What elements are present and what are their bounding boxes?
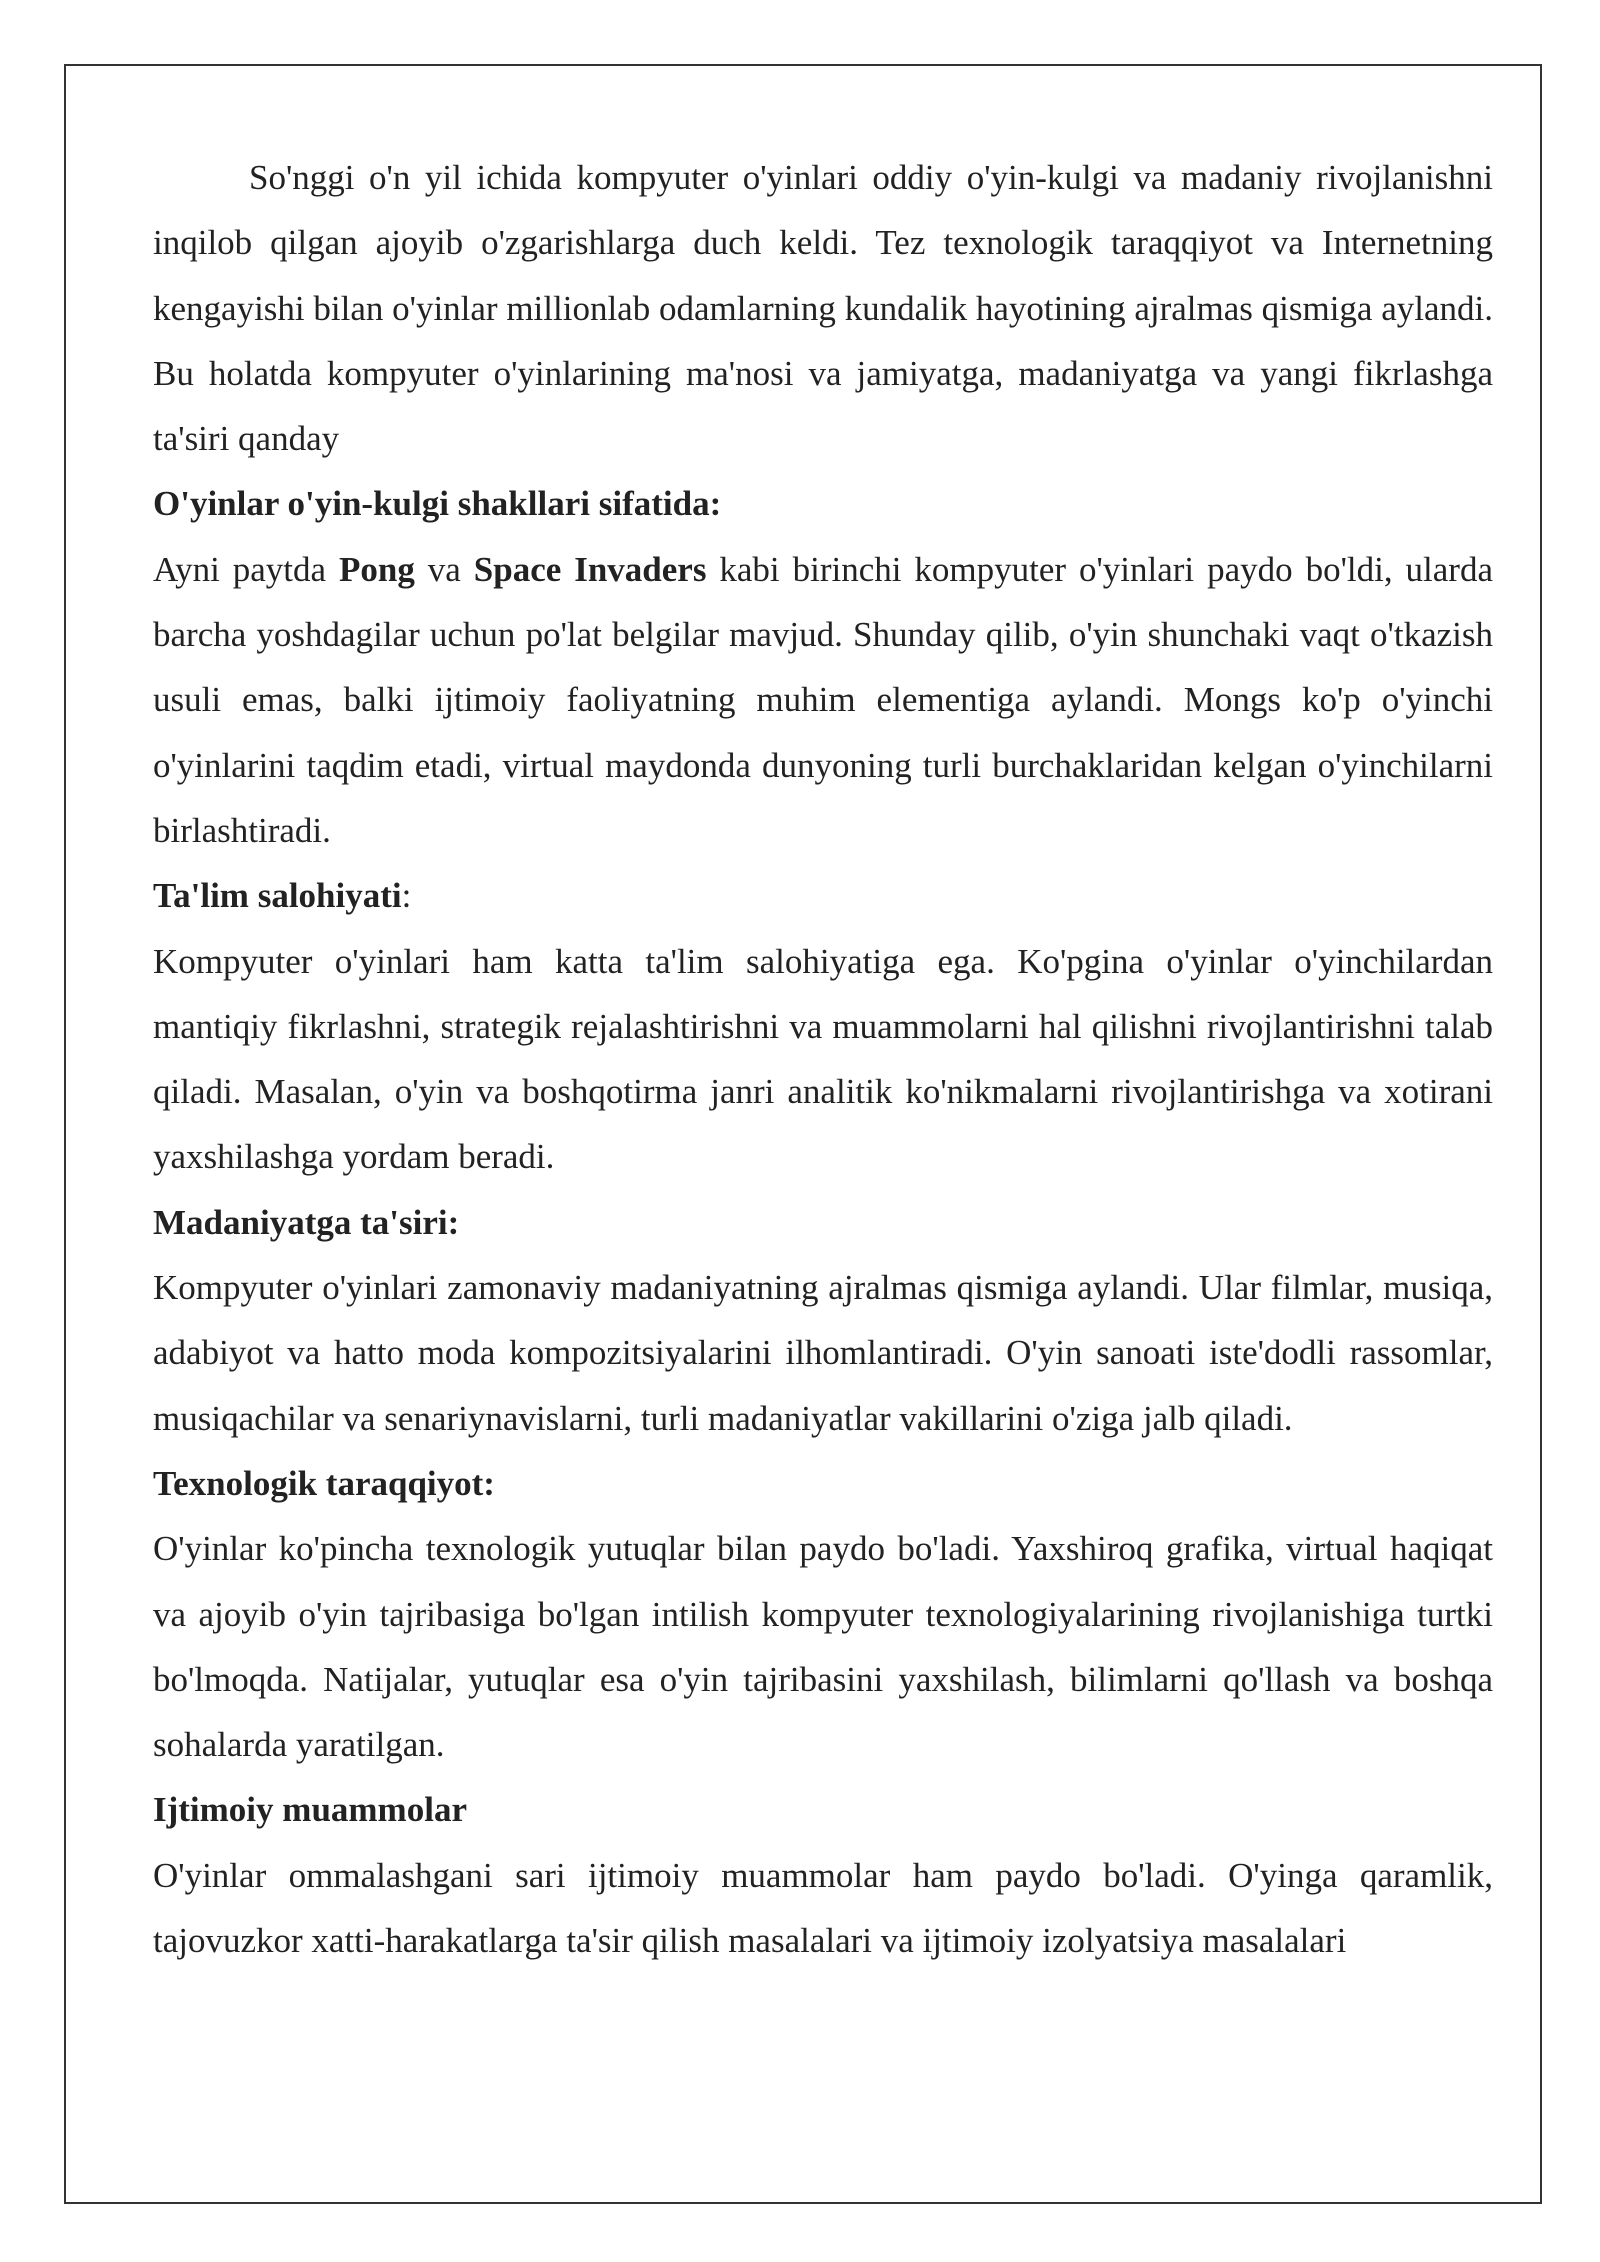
tech-heading: Texnologik taraqqiyot: — [153, 1463, 495, 1503]
education-paragraph: Kompyuter o'yinlari ham katta ta'lim salohiyatiga ega. Ko'pgina o'yinlar o'yinchilardan mantiqiy fikrlashni, strategik rejalashtirishni va muammolarni hal qilishni rivojlantirishni talab qiladi. Masalan, o'yin va boshqotirma janri analitik ko'nikmalarni rivojlantirishga va xotirani yaxshilashga yordam beradi. — [153, 941, 1493, 1177]
entertainment-text-rest: kabi birinchi kompyuter o'yinlari paydo bo'ldi, ularda barcha yoshdagilar uchun po'lat belgilar mavjud. Shunday qilib, o'yin shunchaki vaqt o'tkazish usuli emas, balki ijtimoiy faoliyatning muhim elementiga aylandi. Mongs ko'p o'yinchi o'yinlarini taqdim etadi, virtual maydonda dunyoning turli burchaklaridan kelgan o'yinchilarni birlashtiradi. — [153, 549, 1493, 850]
entertainment-text-start: Ayni paytda — [153, 549, 339, 589]
space-invaders-term: Space Invaders — [473, 549, 707, 589]
document-body — [153, 145, 1493, 1973]
social-paragraph: O'yinlar ommalashgani sari ijtimoiy muammolar ham paydo bo'ladi. O'yinga qaramlik, tajovuzkor xatti-harakatlarga ta'sir qilish masalalari va ijtimoiy izolyatsiya masalalari — [153, 1855, 1493, 1961]
education-heading-text: Ta'lim salohiyati — [153, 876, 402, 916]
culture-heading: Madaniyatga ta'siri: — [153, 1202, 460, 1242]
culture-paragraph: Kompyuter o'yinlari zamonaviy madaniyatning ajralmas qismiga aylandi. Ular filmlar, musiqa, adabiyot va hatto moda kompozitsiyalarini ilhomlantiradi. O'yin sanoati iste'dodli rassomlar, musiqachilar va senariynavislarni, turli madaniyatlar vakillarini o'ziga jalb qiladi. — [153, 1268, 1493, 1438]
pong-term: Pong — [338, 549, 415, 589]
tech-paragraph: O'yinlar ko'pincha texnologik yutuqlar bilan paydo bo'ladi. Yaxshiroq grafika, virtual haqiqat va ajoyib o'yin tajribasiga bo'lgan intilish kompyuter texnologiyalarining rivojlanishiga turtki bo'lmoqda. Natijalar, yutuqlar esa o'yin tajribasini yaxshilash, bilimlarni qo'llash va boshqa sohalarda yaratilgan. — [153, 1529, 1493, 1765]
education-heading — [153, 863, 1493, 928]
entertainment-conjunction: va — [414, 549, 474, 589]
social-heading: Ijtimoiy muammolar — [153, 1790, 467, 1830]
education-heading-colon: : — [401, 876, 412, 916]
intro-paragraph: So'nggi o'n yil ichida kompyuter o'yinlari oddiy o'yin-kulgi va madaniy rivojlanishni inqilob qilgan ajoyib o'zgarishlarga duch keldi. Tez texnologik taraqqiyot va Internetning kengayishi bilan o'yinlar millionlab odamlarning kundalik hayotining ajralmas qismiga aylandi. Bu holatda kompyuter o'yinlarining ma'nosi va jamiyatga, madaniyatga va yangi fikrlashga ta'siri qanday — [153, 158, 1493, 459]
entertainment-paragraph — [153, 537, 1493, 863]
entertainment-heading: O'yinlar o'yin-kulgi shakllari sifatida: — [153, 484, 722, 524]
